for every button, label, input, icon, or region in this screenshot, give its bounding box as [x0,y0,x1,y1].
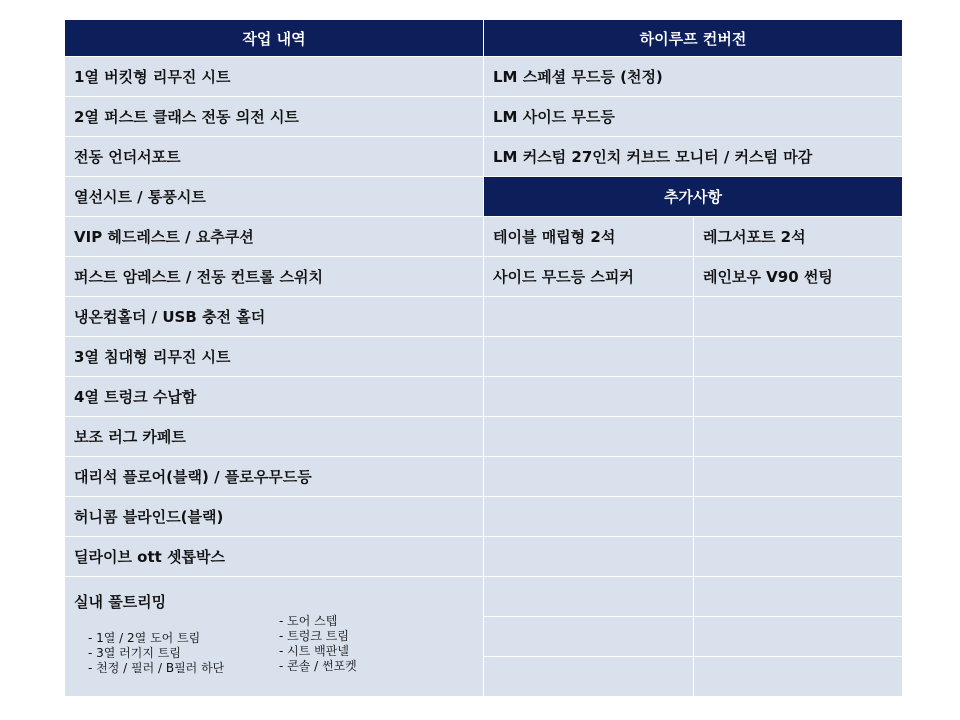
trim-detail: - 천정 / 필러 / B필러 하단 [88,661,225,675]
highroof-item-3: LM 커스텀 27인치 커브드 모니터 / 커스텀 마감 [484,137,903,177]
work-item-6: 퍼스트 암레스트 / 전동 컨트롤 스위치 [65,257,484,297]
empty-cell [694,417,903,457]
work-item-interior-trimming [65,577,484,697]
empty-cell [694,377,903,417]
empty-cell [484,377,694,417]
work-item-10: 보조 러그 카페트 [65,417,484,457]
extra-item: 레인보우 V90 썬팅 [694,257,903,297]
trim-detail: - 트렁크 트림 [279,629,349,643]
work-item-4: 열선시트 / 통풍시트 [65,177,484,217]
header-work-history: 작업 내역 [65,20,484,57]
extra-item: 레그서포트 2석 [694,217,903,257]
work-item-14: 실내 풀트리밍 [74,593,167,611]
work-item-1: 1열 버킷형 리무진 시트 [65,57,484,97]
work-item-13: 딜라이브 ott 셋톱박스 [65,537,484,577]
empty-cell [484,417,694,457]
empty-cell [694,617,903,657]
work-item-3: 전동 언더서포트 [65,137,484,177]
trim-detail: - 도어 스텝 [279,614,338,628]
trim-detail: - 콘솔 / 썬포켓 [279,659,357,673]
trim-detail: - 1열 / 2열 도어 트림 [88,631,201,645]
header-extra-items: 추가사항 [484,177,903,217]
header-highroof-conversion: 하이루프 컨버전 [484,20,903,57]
work-item-5: VIP 헤드레스트 / 요추쿠션 [65,217,484,257]
work-item-7: 냉온컵홀더 / USB 충전 홀더 [65,297,484,337]
work-item-11: 대리석 플로어(블랙) / 플로우무드등 [65,457,484,497]
empty-cell [484,297,694,337]
empty-cell [484,497,694,537]
trim-details-right [279,614,357,674]
trim-details-left [88,631,224,676]
empty-cell [694,497,903,537]
trim-detail: - 시트 백판넬 [279,644,349,658]
trim-detail: - 3열 러기지 트림 [88,646,181,660]
empty-cell [694,457,903,497]
empty-cell [694,297,903,337]
empty-cell [484,657,694,697]
work-item-9: 4열 트렁크 수납함 [65,377,484,417]
empty-cell [484,457,694,497]
work-item-12: 허니콤 블라인드(블랙) [65,497,484,537]
extra-item: 사이드 무드등 스피커 [484,257,694,297]
empty-cell [694,657,903,697]
empty-cell [694,337,903,377]
work-item-8: 3열 침대형 리무진 시트 [65,337,484,377]
empty-cell [484,577,694,617]
empty-cell [484,617,694,657]
highroof-item-1: LM 스페셜 무드등 (천정) [484,57,903,97]
work-item-2: 2열 퍼스트 클래스 전동 의전 시트 [65,97,484,137]
extra-item: 테이블 매립형 2석 [484,217,694,257]
empty-cell [484,537,694,577]
empty-cell [694,577,903,617]
empty-cell [694,537,903,577]
empty-cell [484,337,694,377]
highroof-item-2: LM 사이드 무드등 [484,97,903,137]
